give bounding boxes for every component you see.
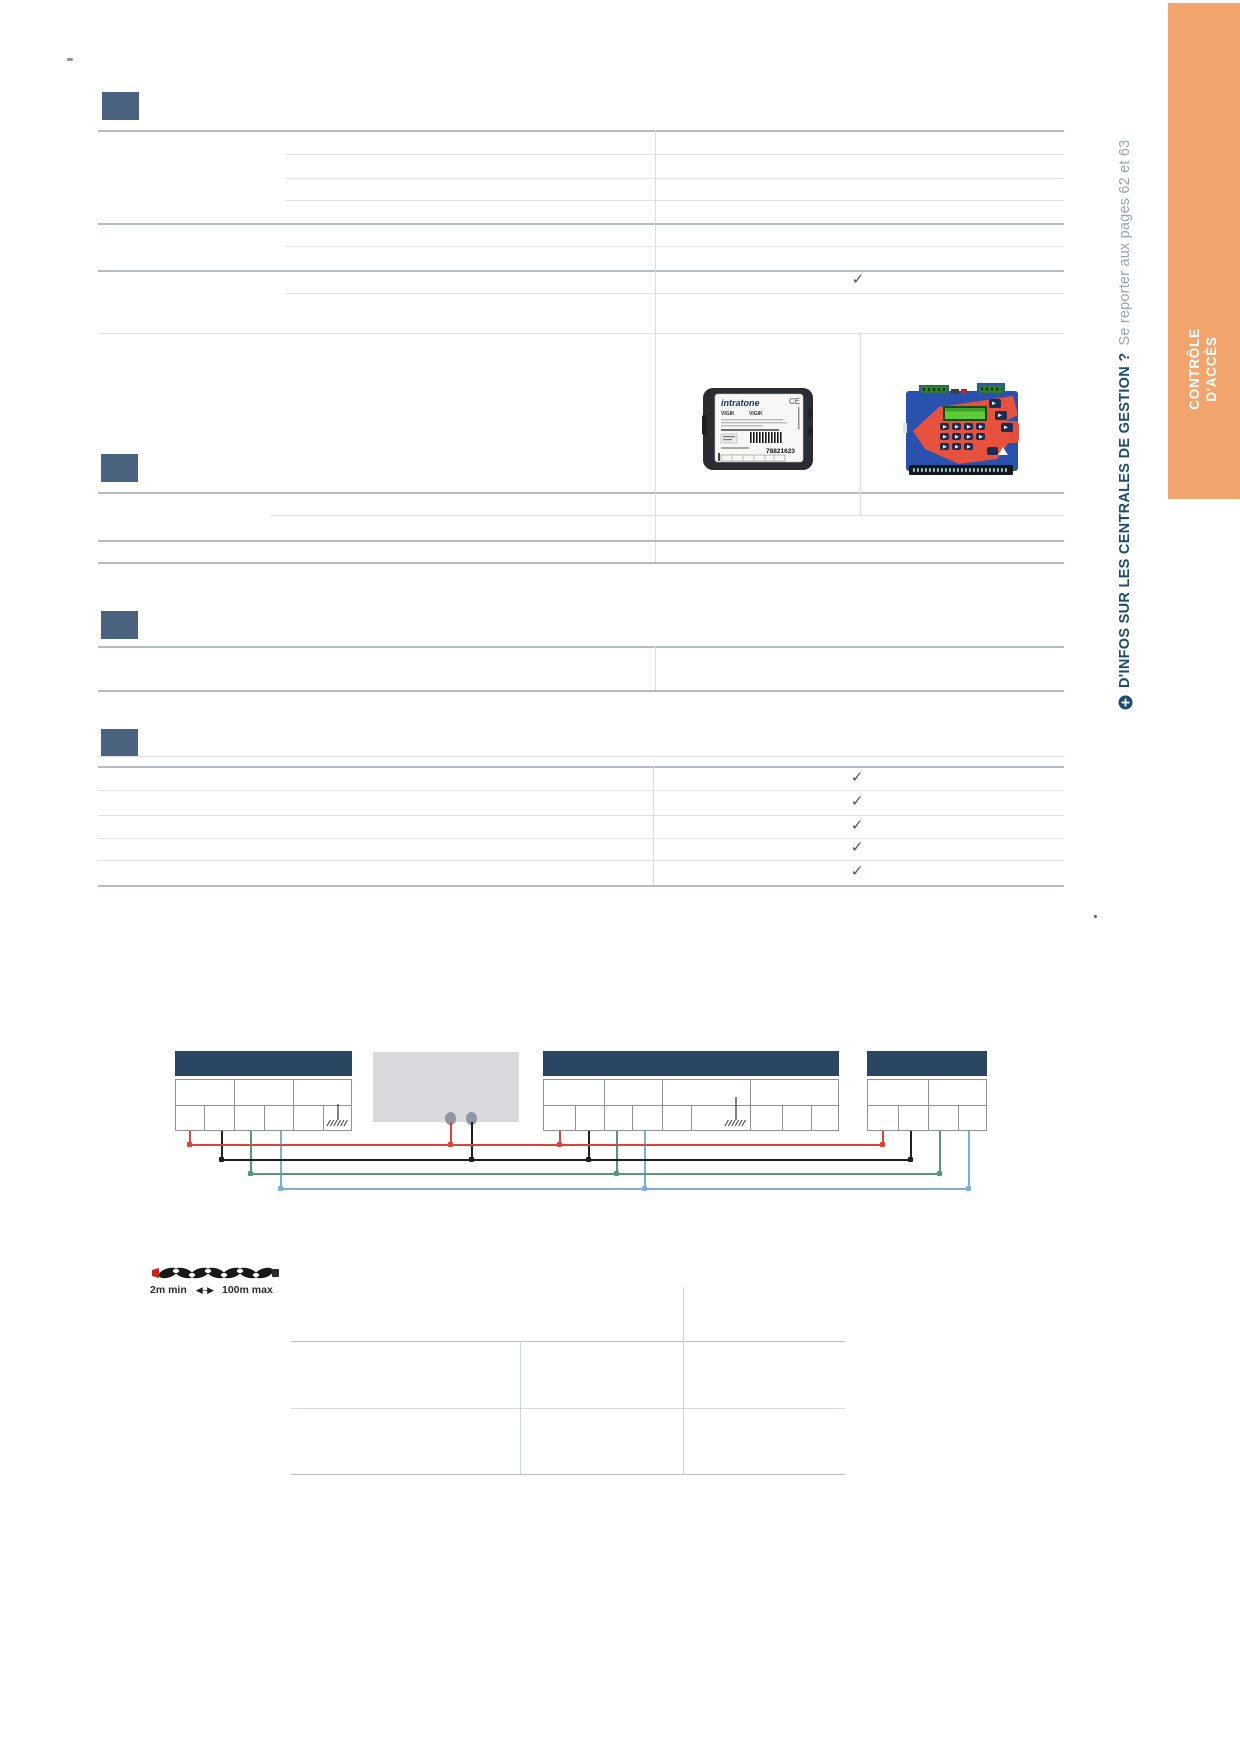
terminal-divider (928, 1080, 929, 1105)
ground-icon (722, 1096, 748, 1129)
table-rule (98, 690, 1064, 692)
junction (586, 1157, 591, 1162)
terminal-divider (575, 1106, 576, 1130)
cable-max-label: 100m max (222, 1284, 273, 1296)
wire-blue (968, 1131, 970, 1190)
terminal-divider (604, 1080, 605, 1105)
checkmark-icon: ✓ (850, 839, 864, 856)
table-rule (98, 790, 1064, 791)
serial-number: 78821623 (766, 448, 795, 455)
double-arrow-icon: ◀─▶ (195, 1284, 213, 1295)
junction (219, 1157, 224, 1162)
print-dot (1094, 915, 1097, 918)
junction (642, 1186, 647, 1191)
terminal-divider (691, 1106, 692, 1130)
sidebar-info-text (1112, 55, 1138, 710)
vigik-logo: VIGIK (749, 411, 763, 417)
junction (966, 1186, 971, 1191)
terminal-divider (632, 1106, 633, 1130)
plus-circle-icon (1118, 695, 1133, 710)
terminal-divider (958, 1106, 959, 1130)
table-rule (98, 270, 1064, 272)
table-rule (98, 815, 1064, 816)
terminal-divider (234, 1106, 235, 1130)
section-marker-1 (102, 92, 139, 120)
table-rule (285, 154, 1064, 155)
junction (278, 1186, 283, 1191)
terminal-divider (782, 1106, 783, 1130)
table-rule (98, 860, 1064, 861)
table-rule (285, 178, 1064, 179)
ce-mark: CE (789, 397, 801, 406)
junction (937, 1171, 942, 1176)
controller-product-photo (702, 387, 814, 471)
junction (880, 1142, 885, 1147)
chapter-tab-label (1186, 307, 1220, 431)
power-supply-box (373, 1052, 519, 1122)
checkmark-icon: ✓ (850, 817, 864, 834)
checkmark-icon: ✓ (850, 863, 864, 880)
section-marker-2 (101, 454, 138, 482)
terminal-divider (604, 1106, 605, 1130)
terminal-divider (264, 1106, 265, 1130)
checkmark-icon: ✓ (850, 793, 864, 810)
terminal-divider (662, 1106, 663, 1130)
junction (248, 1171, 253, 1176)
table-rule (291, 1408, 845, 1409)
terminal-divider (662, 1080, 663, 1105)
table-rule (291, 1341, 845, 1342)
table-rule (98, 562, 1064, 564)
cable-length-label (150, 1284, 273, 1296)
junction (557, 1142, 562, 1147)
terminal-divider (928, 1106, 929, 1130)
diagram-device2-terminals (543, 1079, 839, 1131)
wire-green (616, 1131, 618, 1175)
section-marker-3 (101, 611, 138, 639)
checkmark-icon: ✓ (850, 769, 864, 786)
terminal-divider (898, 1106, 899, 1130)
chapter-tab-line1: CONTRÔLE (1187, 328, 1202, 410)
table-rule (98, 756, 1064, 757)
brand-logo: intratone (721, 398, 760, 408)
wire-green (939, 1131, 941, 1175)
table-rule (98, 333, 1064, 334)
table-rule (285, 293, 1064, 294)
vigik-logo: VIGIK (721, 411, 735, 417)
terminal-divider (750, 1106, 751, 1130)
terminal-row-divider (868, 1105, 986, 1106)
bus-green (250, 1173, 941, 1175)
junction (908, 1157, 913, 1162)
diagram-device2-header (543, 1051, 839, 1076)
table-column-divider (653, 766, 654, 885)
table-rule (98, 130, 1064, 132)
bus-black (221, 1159, 912, 1161)
table-rule (285, 246, 1064, 247)
bus-red (189, 1144, 884, 1146)
checkmark-icon: ✓ (851, 271, 865, 288)
table-column-divider (655, 130, 656, 562)
table-rule (98, 223, 1064, 225)
table-column-divider (683, 1287, 684, 1474)
junction (187, 1142, 192, 1147)
table-rule (98, 885, 1064, 887)
diagram-device3-terminals (867, 1079, 987, 1131)
table-rule (98, 766, 1064, 768)
table-column-divider (655, 646, 656, 690)
twisted-cable-illustration (152, 1262, 280, 1284)
terminal-divider (293, 1106, 294, 1130)
table-rule (98, 838, 1064, 839)
table-column-divider (520, 1341, 521, 1474)
table-rule (270, 515, 1064, 516)
table-rule (98, 540, 1064, 542)
terminal-divider (204, 1106, 205, 1130)
junction (448, 1142, 453, 1147)
keypad-pcb-product-photo (901, 383, 1023, 479)
terminal-divider (234, 1080, 235, 1105)
chapter-tab-line2: D'ACCÈS (1204, 336, 1219, 402)
terminal-divider (811, 1106, 812, 1130)
print-dot (67, 58, 73, 61)
bus-blue (280, 1188, 970, 1190)
table-rule (285, 200, 1064, 201)
table-rule (98, 646, 1064, 648)
ground-icon (324, 1103, 350, 1129)
wire-green (250, 1131, 252, 1175)
cable-min-label: 2m min (150, 1284, 187, 1296)
diagram-device1-header (175, 1051, 352, 1076)
table-rule (291, 1474, 845, 1475)
table-rule (98, 492, 1064, 494)
table-column-divider (860, 333, 861, 515)
junction (614, 1171, 619, 1176)
info-text-light: Se reporter aux pages 62 et 63 (1117, 139, 1133, 346)
wire-black (471, 1122, 473, 1161)
junction (469, 1157, 474, 1162)
section-marker-4 (101, 729, 138, 757)
terminal-divider (750, 1080, 751, 1105)
terminal-divider (293, 1080, 294, 1105)
info-text-bold: D'INFOS SUR LES CENTRALES DE GESTION ? (1117, 352, 1133, 688)
diagram-device3-header (867, 1051, 987, 1076)
